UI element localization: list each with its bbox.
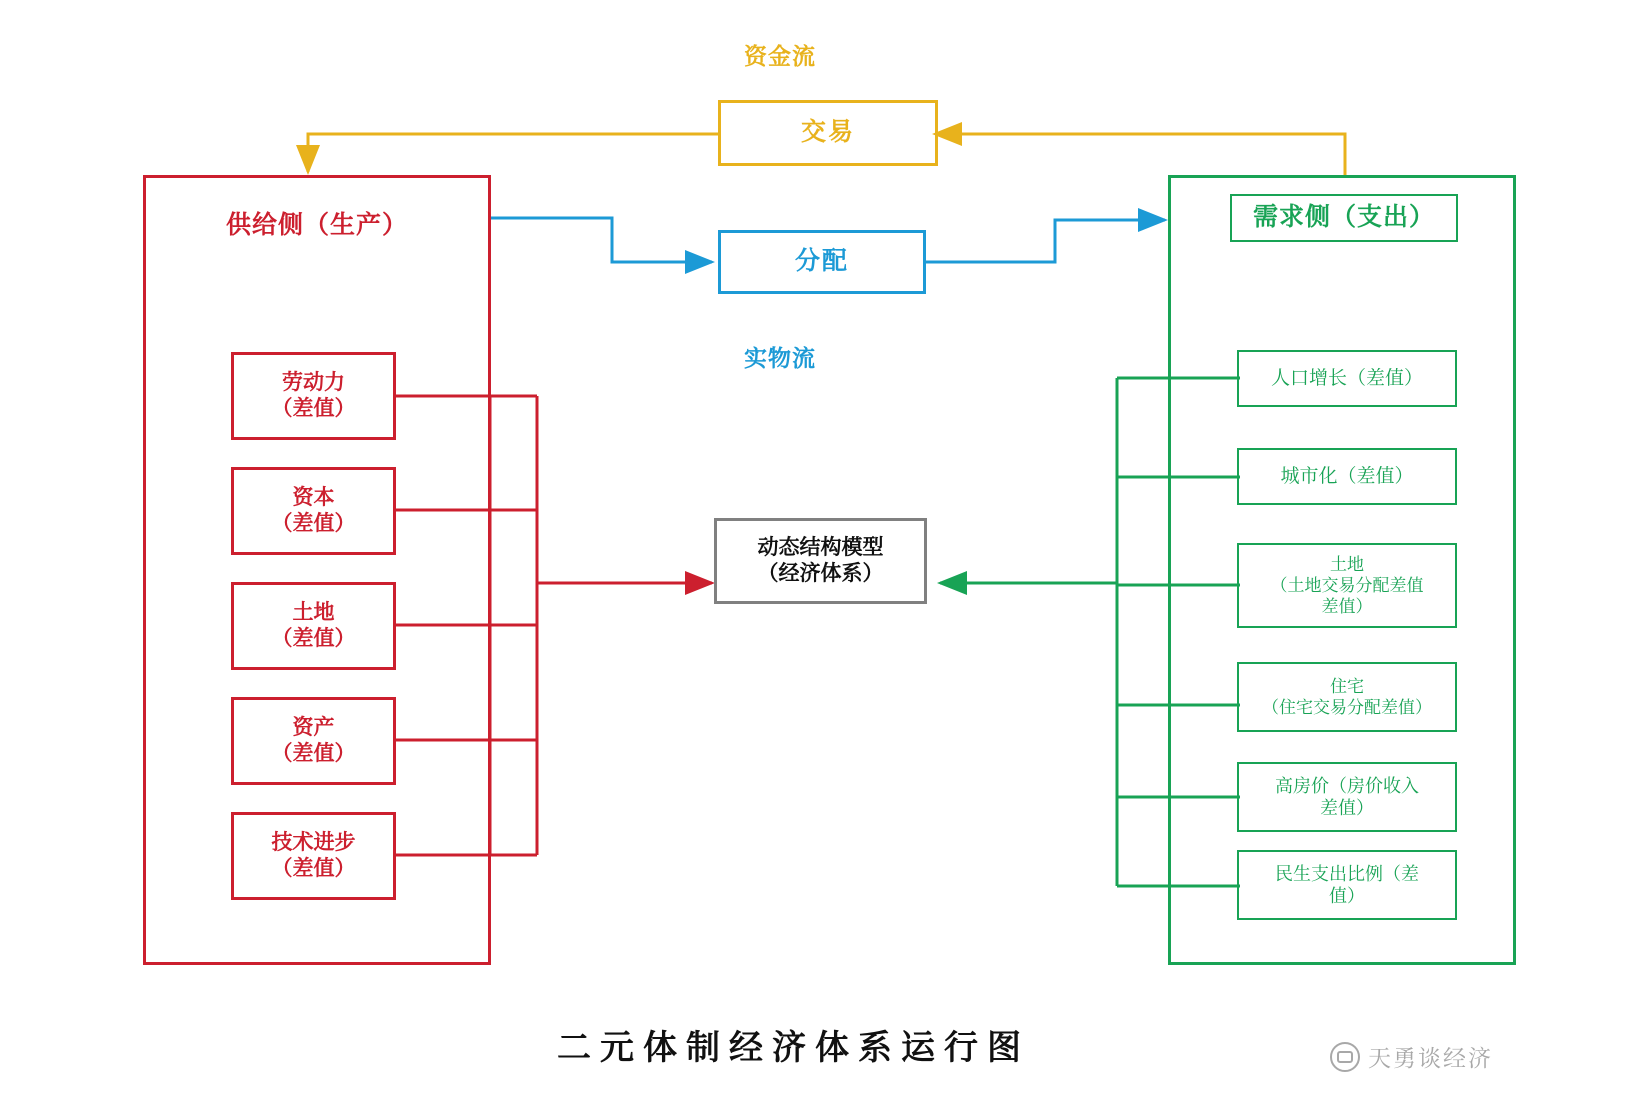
demand-item-housing[interactable] xyxy=(1237,662,1457,732)
demand-item-land[interactable] xyxy=(1237,543,1457,628)
supply-item-capital-line2: （差值） xyxy=(271,512,356,535)
demand-item-land-line3: 差值） xyxy=(1321,597,1373,617)
demand-item-urbanization[interactable] xyxy=(1237,448,1457,505)
demand-side-title: 需求侧（支出） xyxy=(1230,194,1458,242)
supply-item-capital-line1: 资本 xyxy=(292,485,335,509)
supply-item-labor[interactable] xyxy=(231,352,396,440)
dynamic-structure-model-node[interactable] xyxy=(714,518,927,604)
model-line2: （经济体系） xyxy=(757,562,884,585)
demand-item-livelihood-expenditure[interactable] xyxy=(1237,850,1457,920)
demand-item-land-line2: （土地交易分配差值 xyxy=(1270,575,1424,595)
demand-item-high-housing-price-line2: 差值） xyxy=(1320,798,1374,818)
supply-item-assets-line1: 资产 xyxy=(292,715,335,739)
supply-item-labor-line2: （差值） xyxy=(271,397,356,420)
supply-item-assets[interactable] xyxy=(231,697,396,785)
demand-item-high-housing-price[interactable] xyxy=(1237,762,1457,832)
demand-item-population-growth[interactable] xyxy=(1237,350,1457,407)
allocation-node[interactable]: 分配 xyxy=(718,230,926,294)
demand-item-urbanization-line1: 城市化（差值） xyxy=(1280,465,1414,487)
demand-item-housing-line1: 住宅 xyxy=(1330,676,1364,696)
demand-item-housing-line2: （住宅交易分配差值） xyxy=(1262,698,1432,717)
watermark-text: 天勇谈经济 xyxy=(1368,1045,1493,1071)
diagram-caption: 二元体制经济体系运行图 xyxy=(557,1029,1030,1067)
demand-item-high-housing-price-line1: 高房价（房价收入 xyxy=(1275,775,1419,796)
money-flow-label: 资金流 xyxy=(744,43,816,69)
supply-side-title: 供给侧（生产） xyxy=(225,211,408,239)
supply-item-technology-line1: 技术进步 xyxy=(271,830,356,854)
demand-item-land-line1: 土地 xyxy=(1330,554,1364,574)
demand-item-population-growth-line1: 人口增长（差值） xyxy=(1270,367,1423,389)
supply-item-land-line2: （差值） xyxy=(271,627,356,650)
supply-item-labor-line1: 劳动力 xyxy=(282,370,345,394)
supply-item-land[interactable] xyxy=(231,582,396,670)
supply-item-technology[interactable] xyxy=(231,812,396,900)
model-line1: 动态结构模型 xyxy=(757,535,884,559)
physical-flow-label: 实物流 xyxy=(744,345,816,371)
supply-item-technology-line2: （差值） xyxy=(271,857,356,880)
supply-item-assets-line2: （差值） xyxy=(271,742,356,765)
trade-node[interactable]: 交易 xyxy=(718,100,938,166)
demand-item-livelihood-expenditure-line1: 民生支出比例（差 xyxy=(1275,863,1419,884)
demand-item-livelihood-expenditure-line2: 值） xyxy=(1329,886,1365,906)
wechat-icon xyxy=(1330,1042,1360,1072)
supply-item-capital[interactable] xyxy=(231,467,396,555)
supply-item-land-line1: 土地 xyxy=(292,600,335,624)
watermark xyxy=(1330,1040,1493,1073)
